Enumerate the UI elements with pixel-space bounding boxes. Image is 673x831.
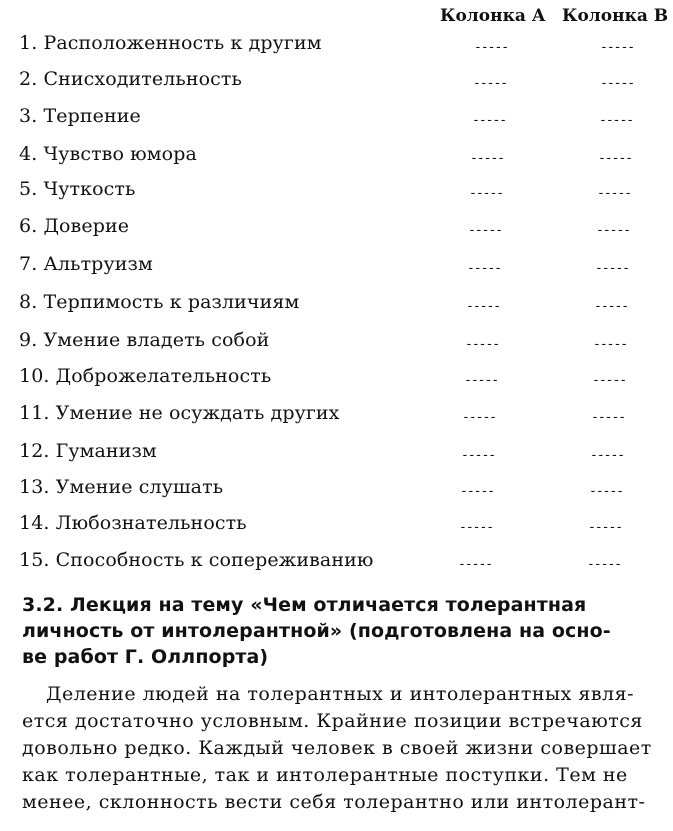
- column-b-blank: -----: [600, 76, 635, 91]
- column-a-blank: -----: [472, 113, 507, 128]
- questionnaire-row: [0, 143, 673, 173]
- column-a-header: Колонка А: [440, 6, 546, 26]
- questionnaire-row: [0, 68, 673, 98]
- column-b-blank: -----: [590, 448, 625, 463]
- section-heading: [22, 592, 667, 670]
- column-a-blank: -----: [460, 484, 495, 499]
- questionnaire-row: [0, 291, 673, 321]
- column-a-blank: -----: [468, 223, 503, 238]
- paragraph-line: довольно редко. Каждый человек в своей жизни совершает: [22, 737, 652, 759]
- column-b-blank: -----: [593, 337, 628, 352]
- body-paragraph: [22, 681, 667, 816]
- questionnaire-row: [0, 215, 673, 245]
- questionnaire-row: [0, 512, 673, 542]
- column-a-blank: -----: [473, 76, 508, 91]
- question-text: 7. Альтруизм: [19, 253, 153, 275]
- column-b-header: Колонка В: [562, 6, 669, 26]
- question-text: 10. Доброжелательность: [19, 365, 272, 387]
- heading-line: личность от интолерантной» (подготовлена на осно-: [22, 620, 611, 642]
- question-text: 13. Умение слушать: [19, 476, 224, 498]
- questionnaire-row: [0, 178, 673, 208]
- column-b-blank: -----: [597, 186, 632, 201]
- question-text: 9. Умение владеть собой: [19, 329, 270, 351]
- question-text: 15. Способность к сопереживанию: [19, 549, 374, 571]
- paragraph-line: менее, склонность вести себя толерантно или интолерант-: [22, 791, 646, 813]
- questionnaire-row: [0, 253, 673, 283]
- paragraph-line: ется достаточно условным. Крайние позиции встречаются: [22, 710, 643, 732]
- column-a-blank: -----: [469, 186, 504, 201]
- paragraph-line: Деление людей на толерантных и интолерантных явля-: [46, 683, 635, 705]
- column-b-blank: -----: [591, 410, 626, 425]
- column-a-blank: -----: [465, 337, 500, 352]
- column-b-blank: -----: [592, 373, 627, 388]
- column-a-blank: -----: [467, 261, 502, 276]
- paragraph-line: как толерантные, так и интолерантные поступки. Тем не: [22, 764, 628, 786]
- question-text: 6. Доверие: [19, 215, 130, 237]
- question-text: 14. Любознательность: [19, 512, 247, 534]
- questionnaire-row: [0, 329, 673, 359]
- heading-line: 3.2. Лекция на тему «Чем отличается толерантная: [22, 594, 587, 616]
- questionnaire-row: [0, 402, 673, 432]
- column-b-blank: -----: [588, 520, 623, 535]
- column-a-blank: -----: [464, 373, 499, 388]
- question-text: 8. Терпимость к различиям: [19, 291, 300, 313]
- questionnaire-row: [0, 476, 673, 506]
- column-b-blank: -----: [587, 557, 622, 572]
- question-text: 2. Снисходительность: [19, 68, 242, 90]
- column-b-blank: -----: [600, 40, 635, 55]
- questionnaire-row: [0, 105, 673, 135]
- column-b-blank: -----: [595, 261, 630, 276]
- questionnaire-row: [0, 365, 673, 395]
- column-a-blank: -----: [466, 299, 501, 314]
- questionnaire-row: [0, 440, 673, 470]
- column-b-blank: -----: [599, 113, 634, 128]
- heading-line: ве работ Г. Оллпорта): [22, 646, 269, 668]
- question-text: 1. Расположенность к другим: [19, 32, 322, 54]
- column-a-blank: -----: [470, 151, 505, 166]
- column-b-blank: -----: [596, 223, 631, 238]
- column-a-blank: -----: [462, 410, 497, 425]
- column-a-blank: -----: [461, 448, 496, 463]
- question-text: 12. Гуманизм: [19, 440, 157, 462]
- question-text: 5. Чуткость: [19, 178, 136, 200]
- question-text: 4. Чувство юмора: [19, 143, 197, 165]
- question-text: 11. Умение не осуждать других: [19, 402, 340, 424]
- questionnaire-row: [0, 32, 673, 62]
- column-a-blank: -----: [458, 557, 493, 572]
- column-a-blank: -----: [459, 520, 494, 535]
- question-text: 3. Терпение: [19, 105, 141, 127]
- column-b-blank: -----: [598, 151, 633, 166]
- column-a-blank: -----: [474, 40, 509, 55]
- questionnaire-row: [0, 549, 673, 579]
- column-b-blank: -----: [594, 299, 629, 314]
- column-b-blank: -----: [589, 484, 624, 499]
